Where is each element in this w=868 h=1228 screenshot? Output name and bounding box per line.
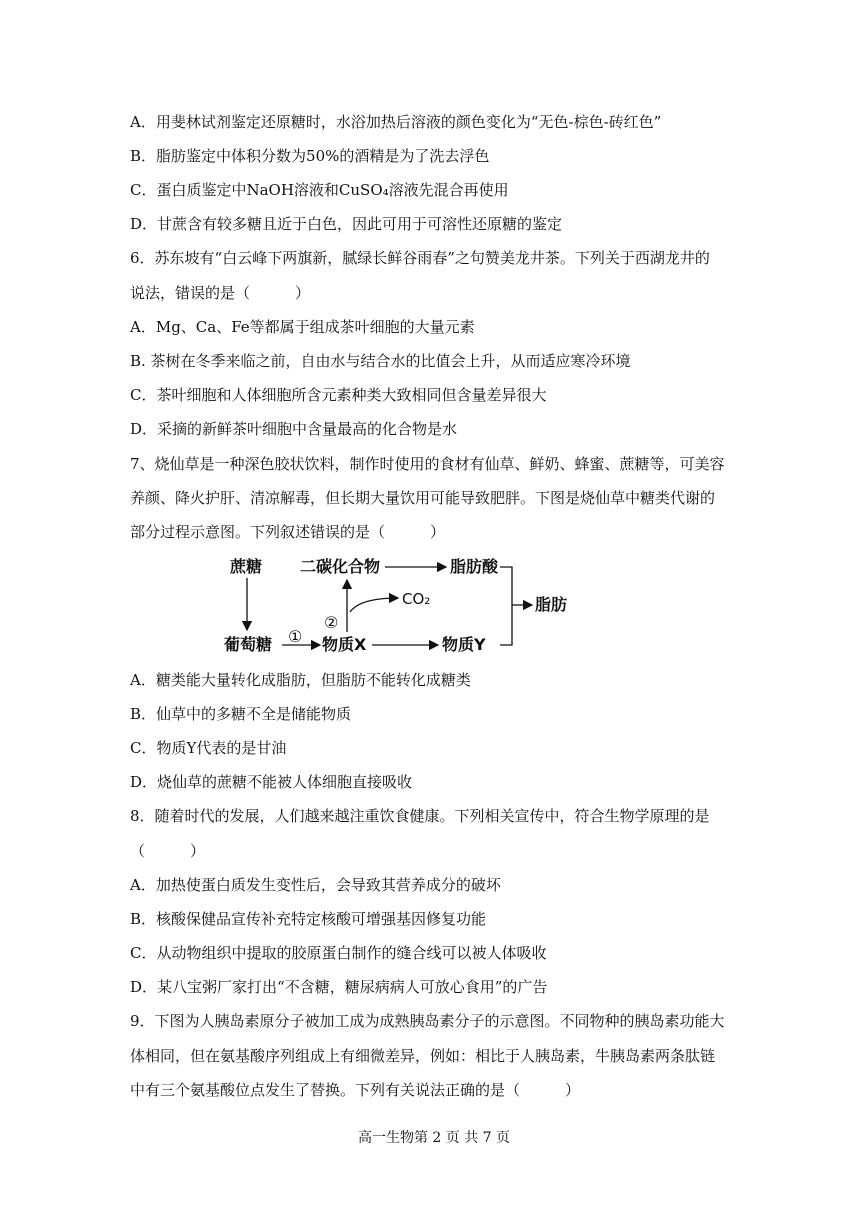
label-step-2: ② (324, 613, 339, 632)
q8-stem-1: 8．随着时代的发展，人们越来越注重饮食健康。下列相关宣传中，符合生物学原理的是 (130, 807, 710, 825)
node-substance-y: 物质Y (442, 635, 486, 654)
arrow-to-co2 (350, 598, 398, 612)
q7-option-b: B．仙草中的多糖不全是储能物质 (130, 705, 352, 723)
node-fatty-acid: 脂肪酸 (450, 557, 499, 576)
node-c2-compound: 二碳化合物 (300, 557, 381, 576)
q8-option-c: C．从动物组织中提取的胶原蛋白制作的缝合线可以被人体吸收 (130, 944, 547, 962)
q7-option-a: A．糖类能大量转化成脂肪，但脂肪不能转化成糖类 (130, 671, 471, 689)
q6-stem-1: 6．苏东坡有“白云峰下两旗新，腻绿长鲜谷雨春”之句赞美龙井茶。下列关于西湖龙井的 (130, 249, 710, 267)
q5-option-d: D．甘蔗含有较多糖且近于白色，因此可用于可溶性还原糖的鉴定 (130, 215, 563, 233)
q6-option-b: B. 茶树在冬季来临之前，自由水与结合水的比值会上升，从而适应寒冷环境 (130, 352, 631, 370)
q6-option-d: D．采摘的新鲜茶叶细胞中含量最高的化合物是水 (130, 420, 458, 438)
q7-option-d: D．烧仙草的蔗糖不能被人体细胞直接吸收 (130, 773, 413, 791)
q5-option-b: B．脂肪鉴定中体积分数为50%的酒精是为了洗去浮色 (130, 147, 490, 165)
q7-stem-1: 7、烧仙草是一种深色胶状饮料，制作时使用的食材有仙草、鲜奶、蜂蜜、蔗糖等，可美容 (130, 455, 725, 473)
sugar-metabolism-diagram (220, 552, 580, 660)
q8-option-d: D．某八宝粥厂家打出“不含糖，糖尿病病人可放心食用”的广告 (130, 978, 548, 996)
q8-stem-2: （ ） (130, 842, 206, 860)
label-step-1: ① (288, 627, 303, 646)
q5-option-a: A．用斐林试剂鉴定还原糖时，水浴加热后溶液的颜色变化为“无色-棕色-砖红色” (130, 113, 662, 131)
node-co2: CO₂ (402, 590, 431, 608)
q9-stem-1: 9．下图为人胰岛素原分子被加工成为成熟胰岛素分子的示意图。不同物种的胰岛素功能大 (130, 1012, 725, 1030)
q7-option-c: C．物质Y代表的是甘油 (130, 739, 287, 757)
bracket-to-fat (500, 567, 512, 645)
node-fat: 脂肪 (535, 595, 568, 614)
q6-option-a: A．Mg、Ca、Fe等都属于组成茶叶细胞的大量元素 (130, 318, 475, 336)
q9-stem-3: 中有三个氨基酸位点发生了替换。下列有关说法正确的是（ ） (130, 1081, 581, 1099)
q6-option-c: C．茶叶细胞和人体细胞所含元素种类大致相同但含量差异很大 (130, 386, 547, 404)
q7-stem-2: 养颜、降火护肝、清凉解毒，但长期大量饮用可能导致肥胖。下图是烧仙草中糖类代谢的 (130, 489, 716, 507)
node-substance-x: 物质X (322, 635, 367, 654)
q9-stem-2: 体相同，但在氨基酸序列组成上有细微差异，例如：相比于人胰岛素，牛胰岛素两条肽链 (130, 1047, 716, 1065)
q5-option-c: C．蛋白质鉴定中NaOH溶液和CuSO₄溶液先混合再使用 (130, 181, 509, 199)
q7-stem-3: 部分过程示意图。下列叙述错误的是（ ） (130, 523, 446, 541)
node-sucrose: 蔗糖 (230, 557, 263, 576)
node-glucose: 葡萄糖 (224, 635, 273, 654)
q8-option-b: B．核酸保健品宣传补充特定核酸可增强基因修复功能 (130, 910, 487, 928)
q8-option-a: A．加热使蛋白质发生变性后，会导致其营养成分的破坏 (130, 876, 501, 894)
q6-stem-2: 说法，错误的是（ ） (130, 284, 311, 302)
page-footer: 高一生物第 2 页 共 7 页 (357, 1130, 511, 1146)
